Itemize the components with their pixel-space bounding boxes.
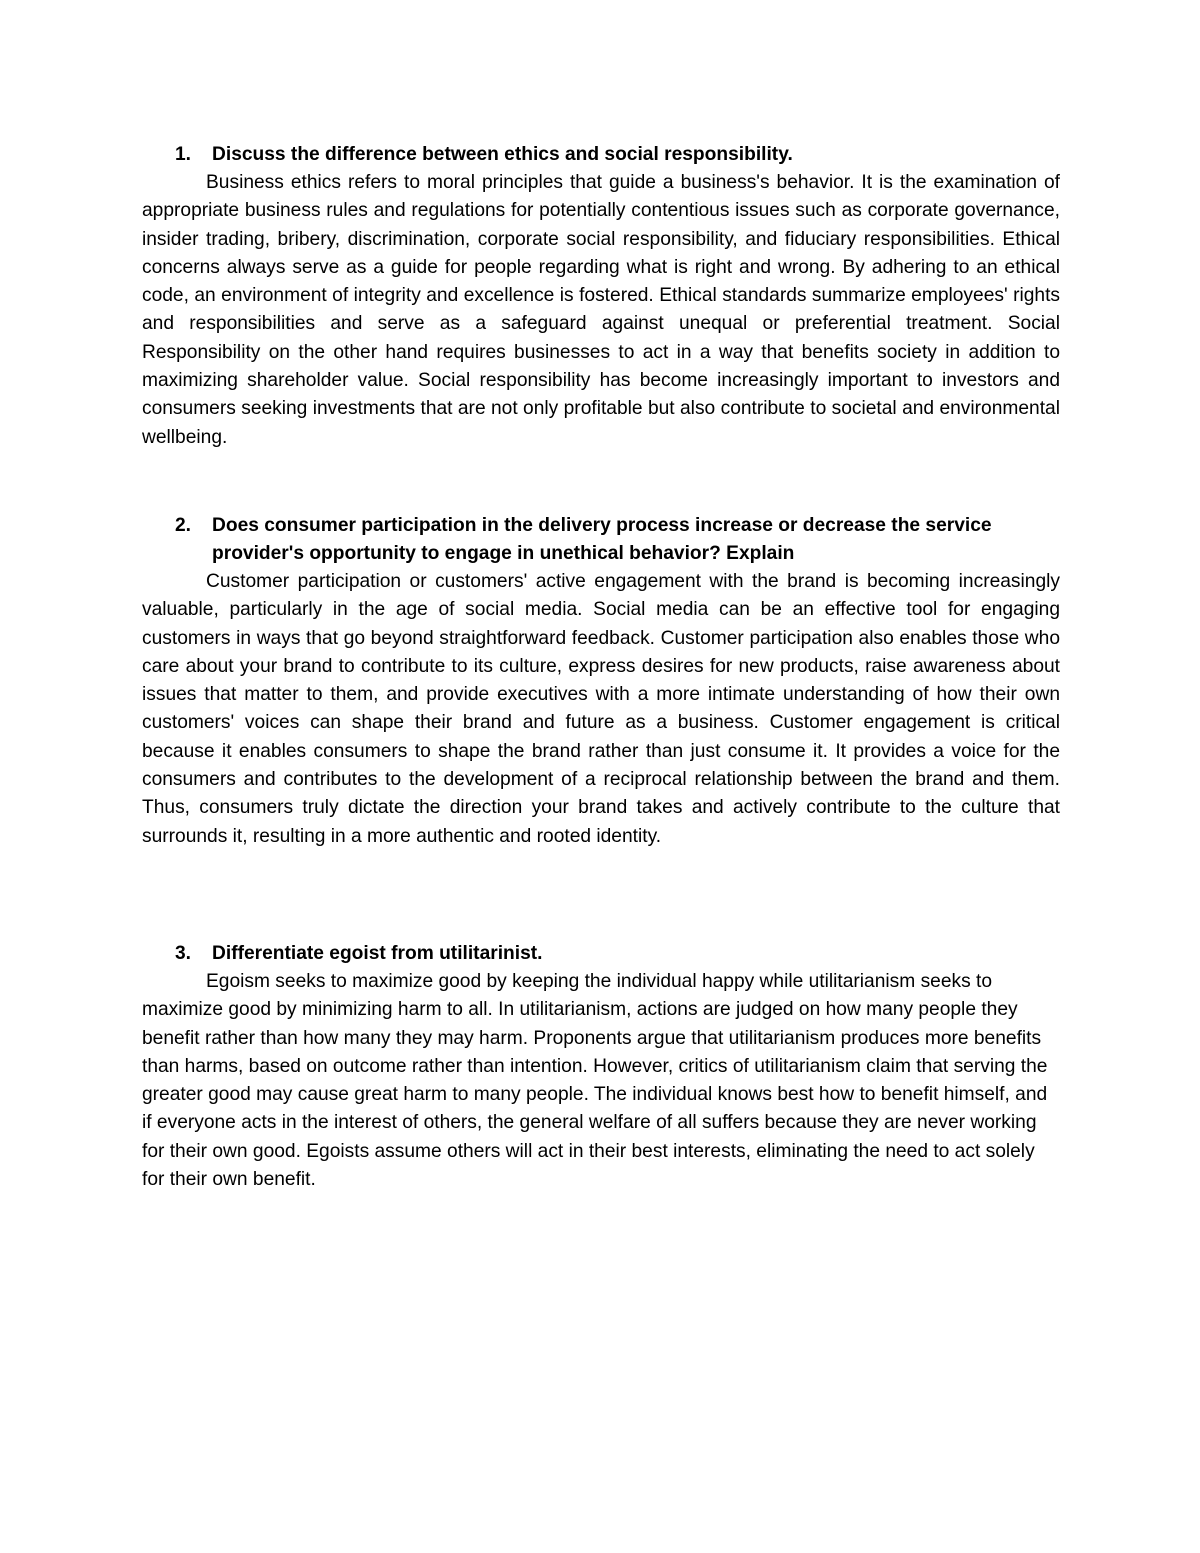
question-2-answer: Customer participation or customers' active engagement with the brand is becoming increasingly valuable, particularly in the age of social media. Social media can be an effective tool for engaging customers in ways that go beyond straightforward feedback. Customer participation also enables those who care about your brand to contribute to its culture, express desires for new products, raise awareness about issues that matter to them, and provide executives with a more intimate understanding of how their own customers' voices can shape their brand and future as a business. Customer engagement is critical because it enables consumers to shape the brand rather than just consume it. It provides a voice for the consumers and contributes to the development of a reciprocal relationship between the brand and them. Thus, consumers truly dictate the direction your brand takes and actively contribute to the culture that surrounds it, resulting in a more authentic and rooted identity. (142, 571, 1060, 847)
question-2-heading (142, 512, 1060, 568)
question-3 (142, 940, 1060, 1194)
question-1-number: 1. (175, 144, 192, 165)
question-2-title: Does consumer participation in the delivery process increase or decrease the service provider's opportunity to engage in unethical behavior? Explain (212, 515, 992, 564)
question-3-title: Differentiate egoist from utilitarinist. (212, 943, 543, 964)
question-1 (142, 141, 1060, 452)
question-3-heading (142, 940, 1060, 968)
question-1-answer: Business ethics refers to moral principles that guide a business's behavior. It is the examination of appropriate business rules and regulations for potentially contentious issues such as corporate governance, insider trading, bribery, discrimination, corporate social responsibility, and fiduciary responsibilities. Ethical concerns always serve as a guide for people regarding what is right and wrong. By adhering to an ethical code, an environment of integrity and excellence is fostered. Ethical standards summarize employees' rights and responsibilities and serve as a safeguard against unequal or preferential treatment. Social Responsibility on the other hand requires businesses to act in a way that benefits society in addition to maximizing shareholder value. Social responsibility has become increasingly important to investors and consumers seeking investments that are not only profitable but also contribute to societal and environmental wellbeing. (142, 172, 1060, 448)
question-3-number: 3. (175, 943, 192, 964)
question-3-answer: Egoism seeks to maximize good by keeping the individual happy while utilitarianism seeks to maximize good by minimizing harm to all. In utilitarianism, actions are judged on how many people they benefit rather than how many they may harm. Proponents argue that utilitarianism produces more benefits than harms, based on outcome rather than intention. However, critics of utilitarianism claim that serving the greater good may cause great harm to many people. The individual knows best how to benefit himself, and if everyone acts in the interest of others, the general welfare of all suffers because they are never working for their own good. Egoists assume others will act in their best interests, eliminating the need to act solely for their own benefit. (142, 971, 1048, 1191)
question-1-heading (142, 141, 1060, 169)
question-2 (142, 512, 1060, 851)
question-1-title: Discuss the difference between ethics and social responsibility. (212, 144, 793, 165)
question-2-number: 2. (175, 515, 192, 536)
